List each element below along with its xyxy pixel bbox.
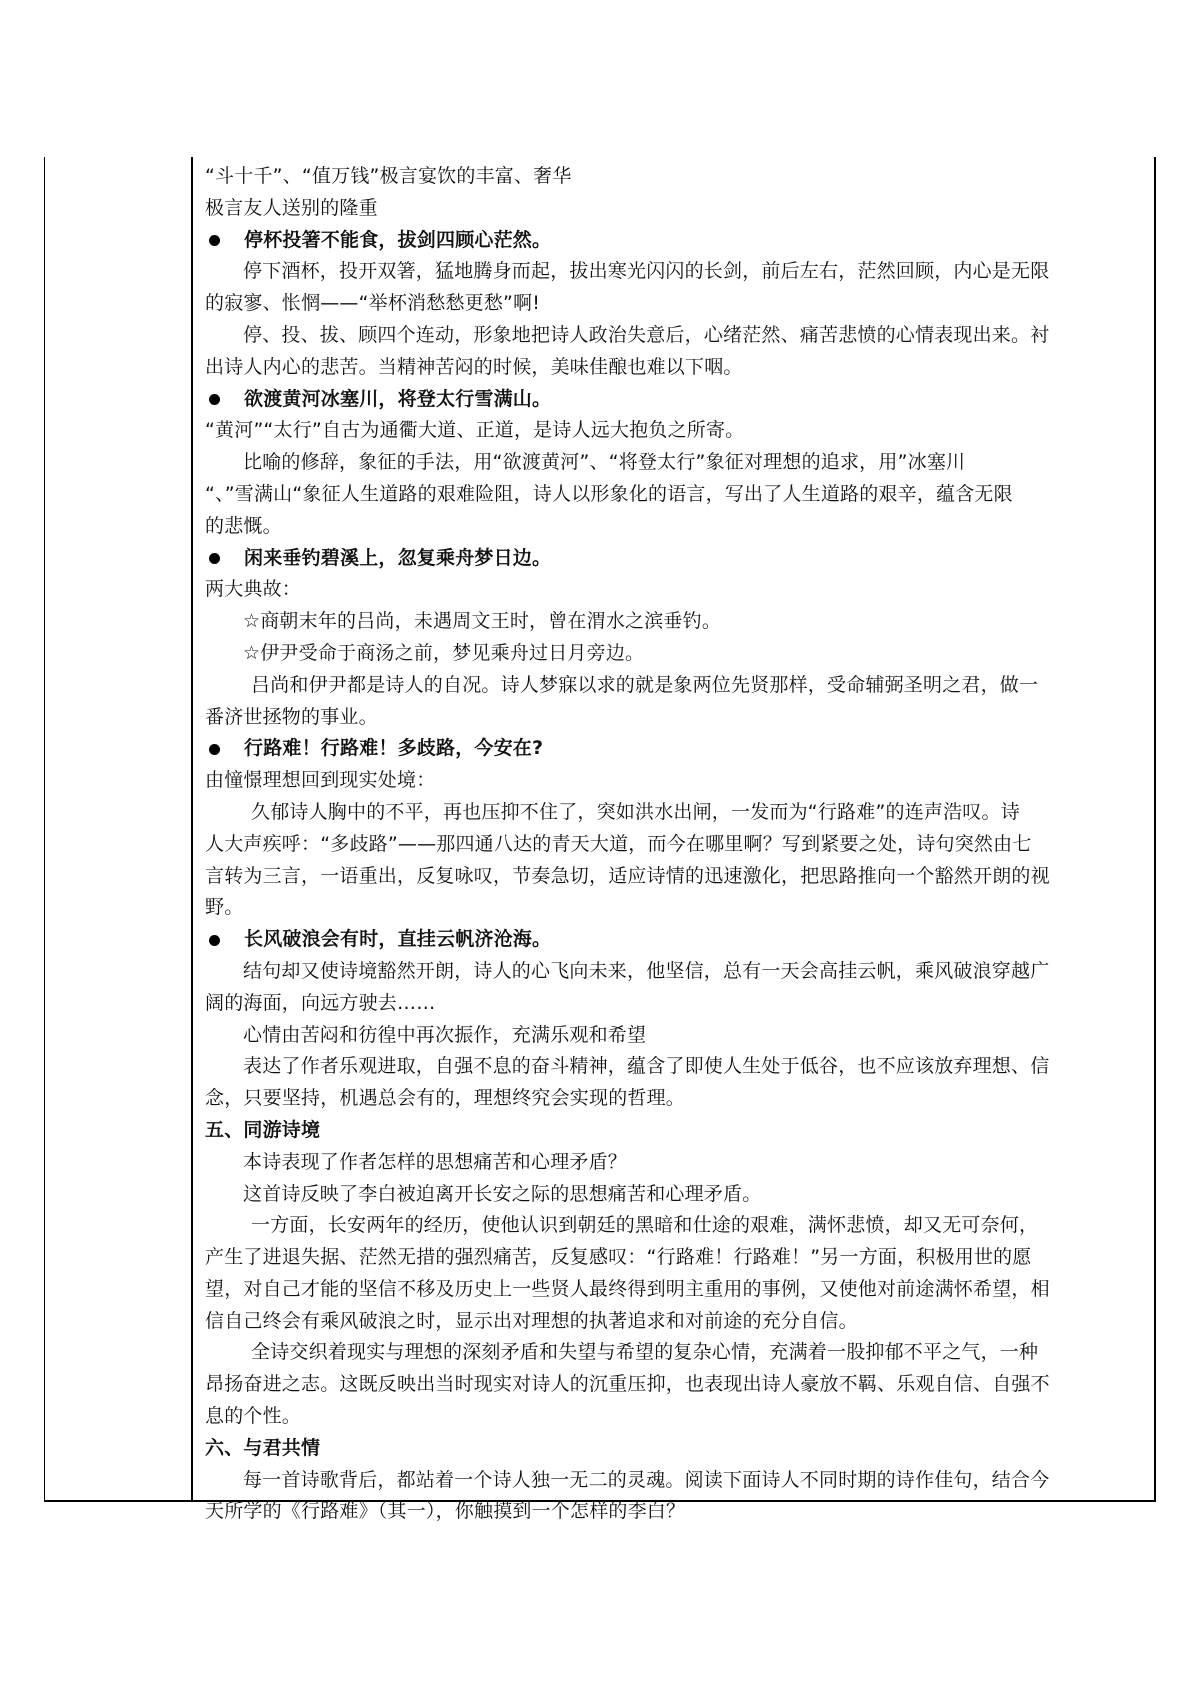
paragraph-line: 野。 bbox=[205, 896, 244, 919]
paragraph-line: 的悲慨。 bbox=[205, 514, 282, 537]
paragraph-line: 停下酒杯，投开双箸，猛地腾身而起，拔出寒光闪闪的长剑，前后左右，茫然回顾，内心是无限 bbox=[243, 260, 1050, 283]
left-column-cell bbox=[45, 157, 193, 1500]
paragraph-line: “黄河”“太行”自古为通衢大道、正道，是诗人远大抱负之所寄。 bbox=[205, 419, 745, 442]
bullet-text: 欲渡黄河冰塞川，将登太行雪满山。 bbox=[244, 387, 552, 410]
paragraph-line: 比喻的修辞，象征的手法，用“欲渡黄河”、“将登太行”象征对理想的追求，用”冰塞川 bbox=[243, 451, 966, 474]
bullet-heading bbox=[205, 924, 1145, 956]
paragraph-line: 结句却又使诗境豁然开朗，诗人的心飞向未来，他坚信，总有一天会高挂云帆，乘风破浪穿越广 bbox=[243, 959, 1050, 982]
bullet-text: 停杯投箸不能食，拔剑四顾心茫然。 bbox=[244, 228, 552, 251]
bullet-text: 闲来垂钓碧溪上，忽复乘舟梦日边。 bbox=[244, 546, 552, 569]
paragraph-line: 人大声疾呼：“多歧路”——那四通八达的青天大道，而今在哪里啊？写到紧要之处，诗句突然由七 bbox=[205, 832, 1032, 855]
paragraph-line: 阔的海面，向远方驶去…… bbox=[205, 991, 436, 1014]
paragraph-line: 久郁诗人胸中的不平，再也压抑不住了，突如洪水出闸，一发而为“行路难”的连声浩叹。诗 bbox=[251, 800, 1020, 823]
section-heading: 五、同游诗境 bbox=[205, 1118, 321, 1141]
paragraph-line: 吕尚和伊尹都是诗人的自况。诗人梦寐以求的就是象两位先贤那样，受命辅弼圣明之君，做一 bbox=[251, 673, 1039, 696]
bullet-heading bbox=[205, 543, 1145, 575]
bullet-icon bbox=[209, 394, 220, 405]
paragraph-line: 言转为三言，一语重出，反复咏叹，节奏急切，适应诗情的迅速激化，把思路推向一个豁然开朗的视 bbox=[205, 864, 1050, 887]
paragraph-line: 番济世拯物的事业。 bbox=[205, 705, 378, 728]
paragraph-line: 表达了作者乐观进取，自强不息的奋斗精神，蕴含了即使人生处于低谷，也不应该放弃理想、信 bbox=[243, 1055, 1050, 1078]
paragraph-line: 昂扬奋进之志。这既反映出当时现实对诗人的沉重压抑，也表现出诗人豪放不羁、乐观自信、自强不 bbox=[205, 1373, 1050, 1396]
paragraph-line: “斗十千”、“值万钱”极言宴饮的丰富、奢华 bbox=[205, 165, 572, 187]
paragraph-line: 息的个性。 bbox=[205, 1405, 302, 1428]
paragraph-line: 一方面，长安两年的经历，使他认识到朝廷的黑暗和仕途的艰难，满怀悲愤，却又无可奈何， bbox=[251, 1214, 1039, 1237]
bullet-icon bbox=[209, 744, 220, 755]
paragraph-line: 本诗表现了作者怎样的思想痛苦和心理矛盾？ bbox=[243, 1150, 628, 1173]
paragraph-line: 出诗人内心的悲苦。当精神苦闷的时候，美味佳酿也难以下咽。 bbox=[205, 355, 743, 378]
bullet-icon bbox=[209, 235, 220, 246]
paragraph-line: ☆商朝末年的吕尚，未遇周文王时，曾在渭水之滨垂钓。 bbox=[243, 610, 722, 633]
lesson-table bbox=[44, 157, 1156, 1523]
paragraph-line: 停、投、拔、顾四个连动，形象地把诗人政治失意后，心绪茫然、痛苦悲愤的心情表现出来。衬 bbox=[243, 323, 1050, 346]
bullet-heading bbox=[205, 225, 1145, 257]
paragraph-line: 的寂寥、怅惘——“举杯消愁愁更愁”啊! bbox=[205, 292, 541, 315]
paragraph-line: 两大典故： bbox=[205, 578, 302, 601]
paragraph-line: 极言友人送别的隆重 bbox=[205, 196, 378, 219]
paragraph-line: 全诗交织着现实与理想的深刻矛盾和失望与希望的复杂心情，充满着一股抑郁不平之气，一种 bbox=[251, 1341, 1039, 1364]
bullet-text: 行路难！行路难！多歧路，今安在? bbox=[244, 737, 544, 760]
bullet-icon bbox=[209, 935, 220, 946]
paragraph-line: 由憧憬理想回到现实处境： bbox=[205, 769, 436, 792]
bullet-heading bbox=[205, 733, 1145, 765]
content-cell bbox=[205, 161, 1145, 1528]
bullet-heading bbox=[205, 384, 1145, 416]
paragraph-line: 信自己终会有乘风破浪之时，显示出对理想的执著追求和对前途的充分自信。 bbox=[205, 1309, 858, 1332]
paragraph-line: 念，只要坚持，机遇总会有的，理想终究会实现的哲理。 bbox=[205, 1087, 686, 1110]
paragraph-line: 心情由苦闷和彷徨中再次振作，充满乐观和希望 bbox=[243, 1023, 647, 1046]
paragraph-line: 产生了进退失据、茫然无措的强烈痛苦，反复感叹：“行路难！行路难！”另一方面，积极用世的愿 bbox=[205, 1246, 1032, 1269]
paragraph-line: 这首诗反映了李白被迫离开长安之际的思想痛苦和心理矛盾。 bbox=[243, 1182, 762, 1205]
paragraph-line: 天所学的《行路难》（其一），你触摸到一个怎样的李白？ bbox=[205, 1500, 686, 1523]
paragraph-line: 望，对自己才能的坚信不移及历史上一些贤人最终得到明主重用的事例，又使他对前途满怀希望，相 bbox=[205, 1277, 1050, 1300]
paragraph-line: “、”雪满山“象征人生道路的艰难险阻，诗人以形象化的语言，写出了人生道路的艰辛，蕴含无限 bbox=[205, 482, 1013, 505]
bullet-text: 长风破浪会有时，直挂云帆济沧海。 bbox=[244, 928, 552, 951]
paragraph-line: ☆伊尹受命于商汤之前，梦见乘舟过日月旁边。 bbox=[243, 641, 645, 664]
section-heading: 六、与君共情 bbox=[205, 1436, 321, 1459]
paragraph-line: 每一首诗歌背后，都站着一个诗人独一无二的灵魂。阅读下面诗人不同时期的诗作佳句，结合今 bbox=[243, 1468, 1050, 1491]
bullet-icon bbox=[209, 553, 220, 564]
